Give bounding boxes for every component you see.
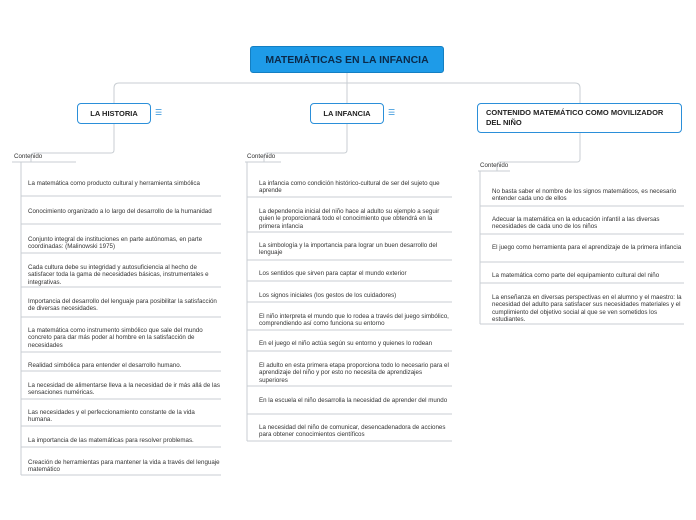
content-item[interactable]: La importancia de las matemáticas para resolver problemas.	[28, 437, 194, 444]
content-item[interactable]: Los sentidos que sirven para captar el mundo exterior	[259, 270, 407, 277]
content-item[interactable]: Conocimiento organizado a lo largo del desarrollo de la humanidad	[28, 208, 212, 215]
content-item[interactable]: Creación de herramientas para mantener la vida a través del lenguaje matemático	[28, 459, 220, 474]
subtopic-contenido[interactable]: Contenido	[480, 162, 509, 169]
content-item[interactable]: La matemática como producto cultural y herramienta simbólica	[28, 180, 200, 187]
subtopic-contenido[interactable]: Contenido	[247, 153, 276, 160]
branch-la-historia[interactable]	[77, 103, 151, 124]
content-item[interactable]: La matemática como instrumento simbólico que sale del mundo concreto para dar más poder al hombre en la satisfacción de necesidades	[28, 327, 203, 349]
content-item[interactable]: En la escuela el niño desarrolla la necesidad de aprender del mundo	[259, 397, 448, 404]
content-item[interactable]: La necesidad de alimentarse lleva a la necesidad de ir más allá de las sensaciones numéricas.	[28, 382, 220, 397]
content-item[interactable]: El niño interpreta el mundo que lo rodea a través del juego simbólico, comprendiendo así como funciona su entorno	[259, 313, 449, 328]
branch-contenido-matematico[interactable]	[477, 103, 682, 133]
branch-la-infancia[interactable]	[310, 103, 384, 124]
branch-title: LA INFANCIA	[323, 109, 371, 118]
content-item[interactable]: Cada cultura debe su integridad y autosuficiencia al hecho de satisfacer toda la gama de necesidades básicas, instrumentales e integrativas.	[28, 264, 209, 286]
notes-icon[interactable]: ☰	[155, 108, 163, 117]
notes-icon[interactable]: ☰	[388, 108, 396, 117]
branch-title: CONTENIDO MATEMÁTICO COMO MOVILIZADOR DEL NIÑO	[486, 108, 664, 127]
content-item[interactable]: Las necesidades y el perfeccionamiento constante de la vida humana.	[28, 409, 195, 424]
content-item[interactable]: Realidad simbólica para entender el desarrollo humano.	[28, 362, 182, 369]
subtopic-contenido[interactable]: Contenido	[14, 153, 43, 160]
content-item[interactable]: La infancia como condición histórico-cultural de ser del sujeto que aprende	[259, 180, 440, 195]
content-item[interactable]: En el juego el niño actúa según su entorno y quienes lo rodean	[259, 340, 433, 347]
content-item[interactable]: Los signos iniciales (los gestos de los cuidadores)	[259, 292, 397, 299]
content-item[interactable]: La enseñanza en diversas perspectivas en el alumno y el maestro: la necesidad del adulto para satisfacer sus necesidades materiales y el cumplimiento del objetivo social al que se ven sometidos los estudiantes.	[492, 294, 682, 323]
connector-line	[497, 133, 580, 171]
content-item[interactable]: El juego como herramienta para el aprendizaje de la primera infancia	[492, 244, 682, 251]
branch-title: LA HISTORIA	[90, 109, 138, 118]
content-item[interactable]: Importancia del desarrollo del lenguaje para posibilitar la satisfacción de diversas necesidades.	[28, 298, 217, 313]
content-item[interactable]: La necesidad del niño de comunicar, desencadenadora de acciones para obtener conocimientos científicos	[259, 424, 446, 439]
root-topic[interactable]: MATEMÀTICAS EN LA INFANCIA	[250, 46, 444, 73]
content-item[interactable]: No basta saber el nombre de los signos matemáticos, es necesario entender cada uno de ellos	[492, 188, 677, 203]
content-item[interactable]: La simbología y la importancia para lograr un buen desarrollo del lenguaje	[259, 242, 438, 257]
content-item[interactable]: La dependencia inicial del niño hace al adulto su ejemplo a seguir quien le proporcionará todo el conocimiento que obtendrá en la primera infancia	[259, 208, 440, 230]
content-item[interactable]: Adecuar la matemática en la educación infantil a las diversas necesidades de cada uno de los niños	[492, 216, 660, 231]
content-item[interactable]: Conjunto integral de instituciones en parte autónomas, en parte coordinadas: (Malinowski 1975)	[28, 236, 203, 251]
content-item[interactable]: El adulto en esta primera etapa proporciona todo lo necesario para el aprendizaje del niño y por esto no necesita de aprendizajes superiores	[259, 362, 449, 384]
connector-line	[264, 124, 347, 162]
content-item[interactable]: La matemática como parte del equipamiento cultural del niño	[492, 272, 660, 279]
connector-line	[31, 124, 114, 162]
